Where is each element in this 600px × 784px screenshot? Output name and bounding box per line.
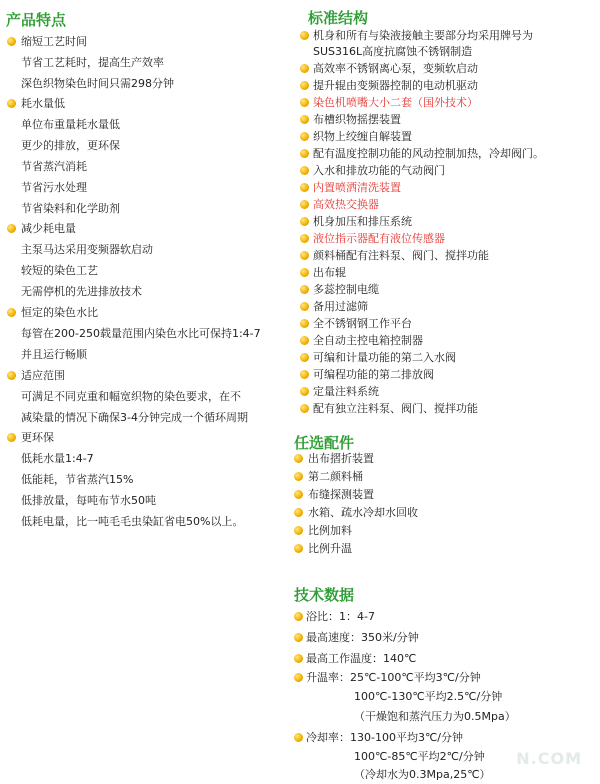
standard-item: 全自动主控电箱控制器 [313,334,423,347]
feature-line: 节省工艺耗时，提高生产效率 [21,56,164,69]
standard-item: 可编程功能的第二排放阀 [313,368,434,381]
feature-line: 较短的染色工艺 [21,264,98,277]
bullet-icon [294,673,303,682]
feature-line: 减染量的情况下确保3-4分钟完成一个循环周期 [21,411,248,424]
bullet-icon [300,302,309,311]
feature-line: 并且运行畅顺 [21,348,87,361]
standard-item: 织物上绞缠自解装置 [313,130,412,143]
bullet-icon [300,404,309,413]
bullet-icon [300,81,309,90]
feature-line: 深色织物染色时间只需298分钟 [21,77,174,90]
bullet-icon [7,371,16,380]
optional-item: 出布摺折装置 [308,452,374,465]
technical-data-heading: 技术数据 [294,586,355,604]
standard-item-highlight: 内置喷洒清洗装置 [313,181,401,194]
bullet-icon [300,336,309,345]
feature-line: 低排放量，每吨布节水50吨 [21,494,156,507]
standard-structure-heading: 标准结构 [308,9,369,27]
feature-line: 节省污水处理 [21,181,87,194]
watermark: N.COM [516,749,582,768]
bullet-icon [300,64,309,73]
bullet-icon [294,472,303,481]
feature-group-title: 耗水量低 [21,97,65,110]
standard-item-highlight: 液位指示器配有液位传感器 [313,232,445,245]
standard-item: 出布辊 [313,266,346,279]
optional-item: 比例升温 [308,542,352,555]
standard-item: 全不锈钢钢工作平台 [313,317,412,330]
bullet-icon [300,234,309,243]
standard-item: 定量注料系统 [313,385,379,398]
bullet-icon [7,433,16,442]
feature-group-title: 减少耗电量 [21,222,76,235]
standard-item-highlight: 高效热交换器 [313,198,379,211]
bullet-icon [300,353,309,362]
standard-item: 机身加压和排压系统 [313,215,412,228]
standard-item: 颜料桶配有注料泵、阀门、搅拌功能 [313,249,489,262]
bullet-icon [300,285,309,294]
bullet-icon [300,319,309,328]
bullet-icon [7,224,16,233]
bullet-icon [300,31,309,40]
feature-line: 节省染料和化学助剂 [21,202,120,215]
optional-item: 布缝探测装置 [308,488,374,501]
standard-item: 入水和排放功能的气动阀门 [313,164,445,177]
bullet-icon [294,508,303,517]
technical-item: （干燥饱和蒸汽压力为0.5Mpa） [354,710,516,723]
bullet-icon [7,99,16,108]
bullet-icon [294,454,303,463]
standard-item: 提升辊由变频器控制的电动机驱动 [313,79,478,92]
standard-item: 高效率不锈钢离心泵，变频软启动 [313,62,478,75]
bullet-icon [294,612,303,621]
bullet-icon [294,633,303,642]
technical-item: 最高工作温度：140℃ [306,652,417,665]
standard-item: 布槽织物摇摆装置 [313,113,401,126]
feature-line: 无需停机的先进排放技术 [21,285,142,298]
optional-item: 水箱、疏水冷却水回收 [308,506,418,519]
technical-item: 最高速度：350米/分钟 [306,631,419,644]
bullet-icon [300,115,309,124]
standard-item: 多蕊控制电缆 [313,283,379,296]
standard-item: 备用过滤筛 [313,300,368,313]
feature-group-title: 更环保 [21,431,54,444]
bullet-icon [300,132,309,141]
bullet-icon [294,544,303,553]
bullet-icon [294,490,303,499]
bullet-icon [294,526,303,535]
bullet-icon [300,251,309,260]
feature-group-title: 适应范围 [21,369,65,382]
bullet-icon [300,268,309,277]
technical-item: 100℃-130℃平均2.5℃/分钟 [354,690,503,703]
feature-line: 可满足不同克重和幅宽织物的染色要求，在不 [21,390,241,403]
bullet-icon [300,200,309,209]
product-features-heading: 产品特点 [6,11,67,29]
feature-line: 每管在200-250载量范围内染色水比可保持1:4-7 [21,327,261,340]
bullet-icon [7,308,16,317]
standard-item: 配有温度控制功能的风动控制加热，冷却阀门。 [313,147,544,160]
feature-line: 低能耗，节省蒸汽15% [21,473,134,486]
bullet-icon [300,98,309,107]
feature-group-title: 缩短工艺时间 [21,35,87,48]
optional-accessories-heading: 任选配件 [294,434,355,452]
feature-line: 单位布重量耗水量低 [21,118,120,131]
bullet-icon [294,733,303,742]
standard-item: 机身和所有与染液接触主要部分均采用牌号为 [313,29,533,42]
standard-item: 可编和计量功能的第二入水阀 [313,351,456,364]
feature-line: 主泵马达采用变频器软启动 [21,243,153,256]
bullet-icon [300,166,309,175]
standard-item: 配有独立注料泵、阀门、搅拌功能 [313,402,478,415]
bullet-icon [294,654,303,663]
optional-item: 比例加料 [308,524,352,537]
technical-item: 升温率：25℃-100℃平均3℃/分钟 [306,671,481,684]
feature-line: 低耗水量1:4-7 [21,452,94,465]
feature-group-title: 恒定的染色水比 [21,306,98,319]
bullet-icon [300,370,309,379]
standard-item: SUS316L高度抗腐蚀不锈钢制造 [313,45,473,58]
optional-item: 第二颜料桶 [308,470,363,483]
bullet-icon [300,387,309,396]
feature-line: 节省蒸汽消耗 [21,160,87,173]
bullet-icon [300,149,309,158]
technical-item: （冷却水为0.3Mpa,25℃） [354,768,491,781]
technical-item: 浴比：1：4-7 [306,610,375,623]
bullet-icon [300,183,309,192]
feature-line: 低耗电量，比一吨毛毛虫染缸省电50%以上。 [21,515,244,528]
bullet-icon [300,217,309,226]
technical-item: 100℃-85℃平均2℃/分钟 [354,750,485,763]
standard-item-highlight: 染色机喷嘴大小二套（国外技术） [313,96,478,109]
technical-item: 冷却率：130-100平均3℃/分钟 [306,731,464,744]
bullet-icon [7,37,16,46]
feature-line: 更少的排放，更环保 [21,139,120,152]
